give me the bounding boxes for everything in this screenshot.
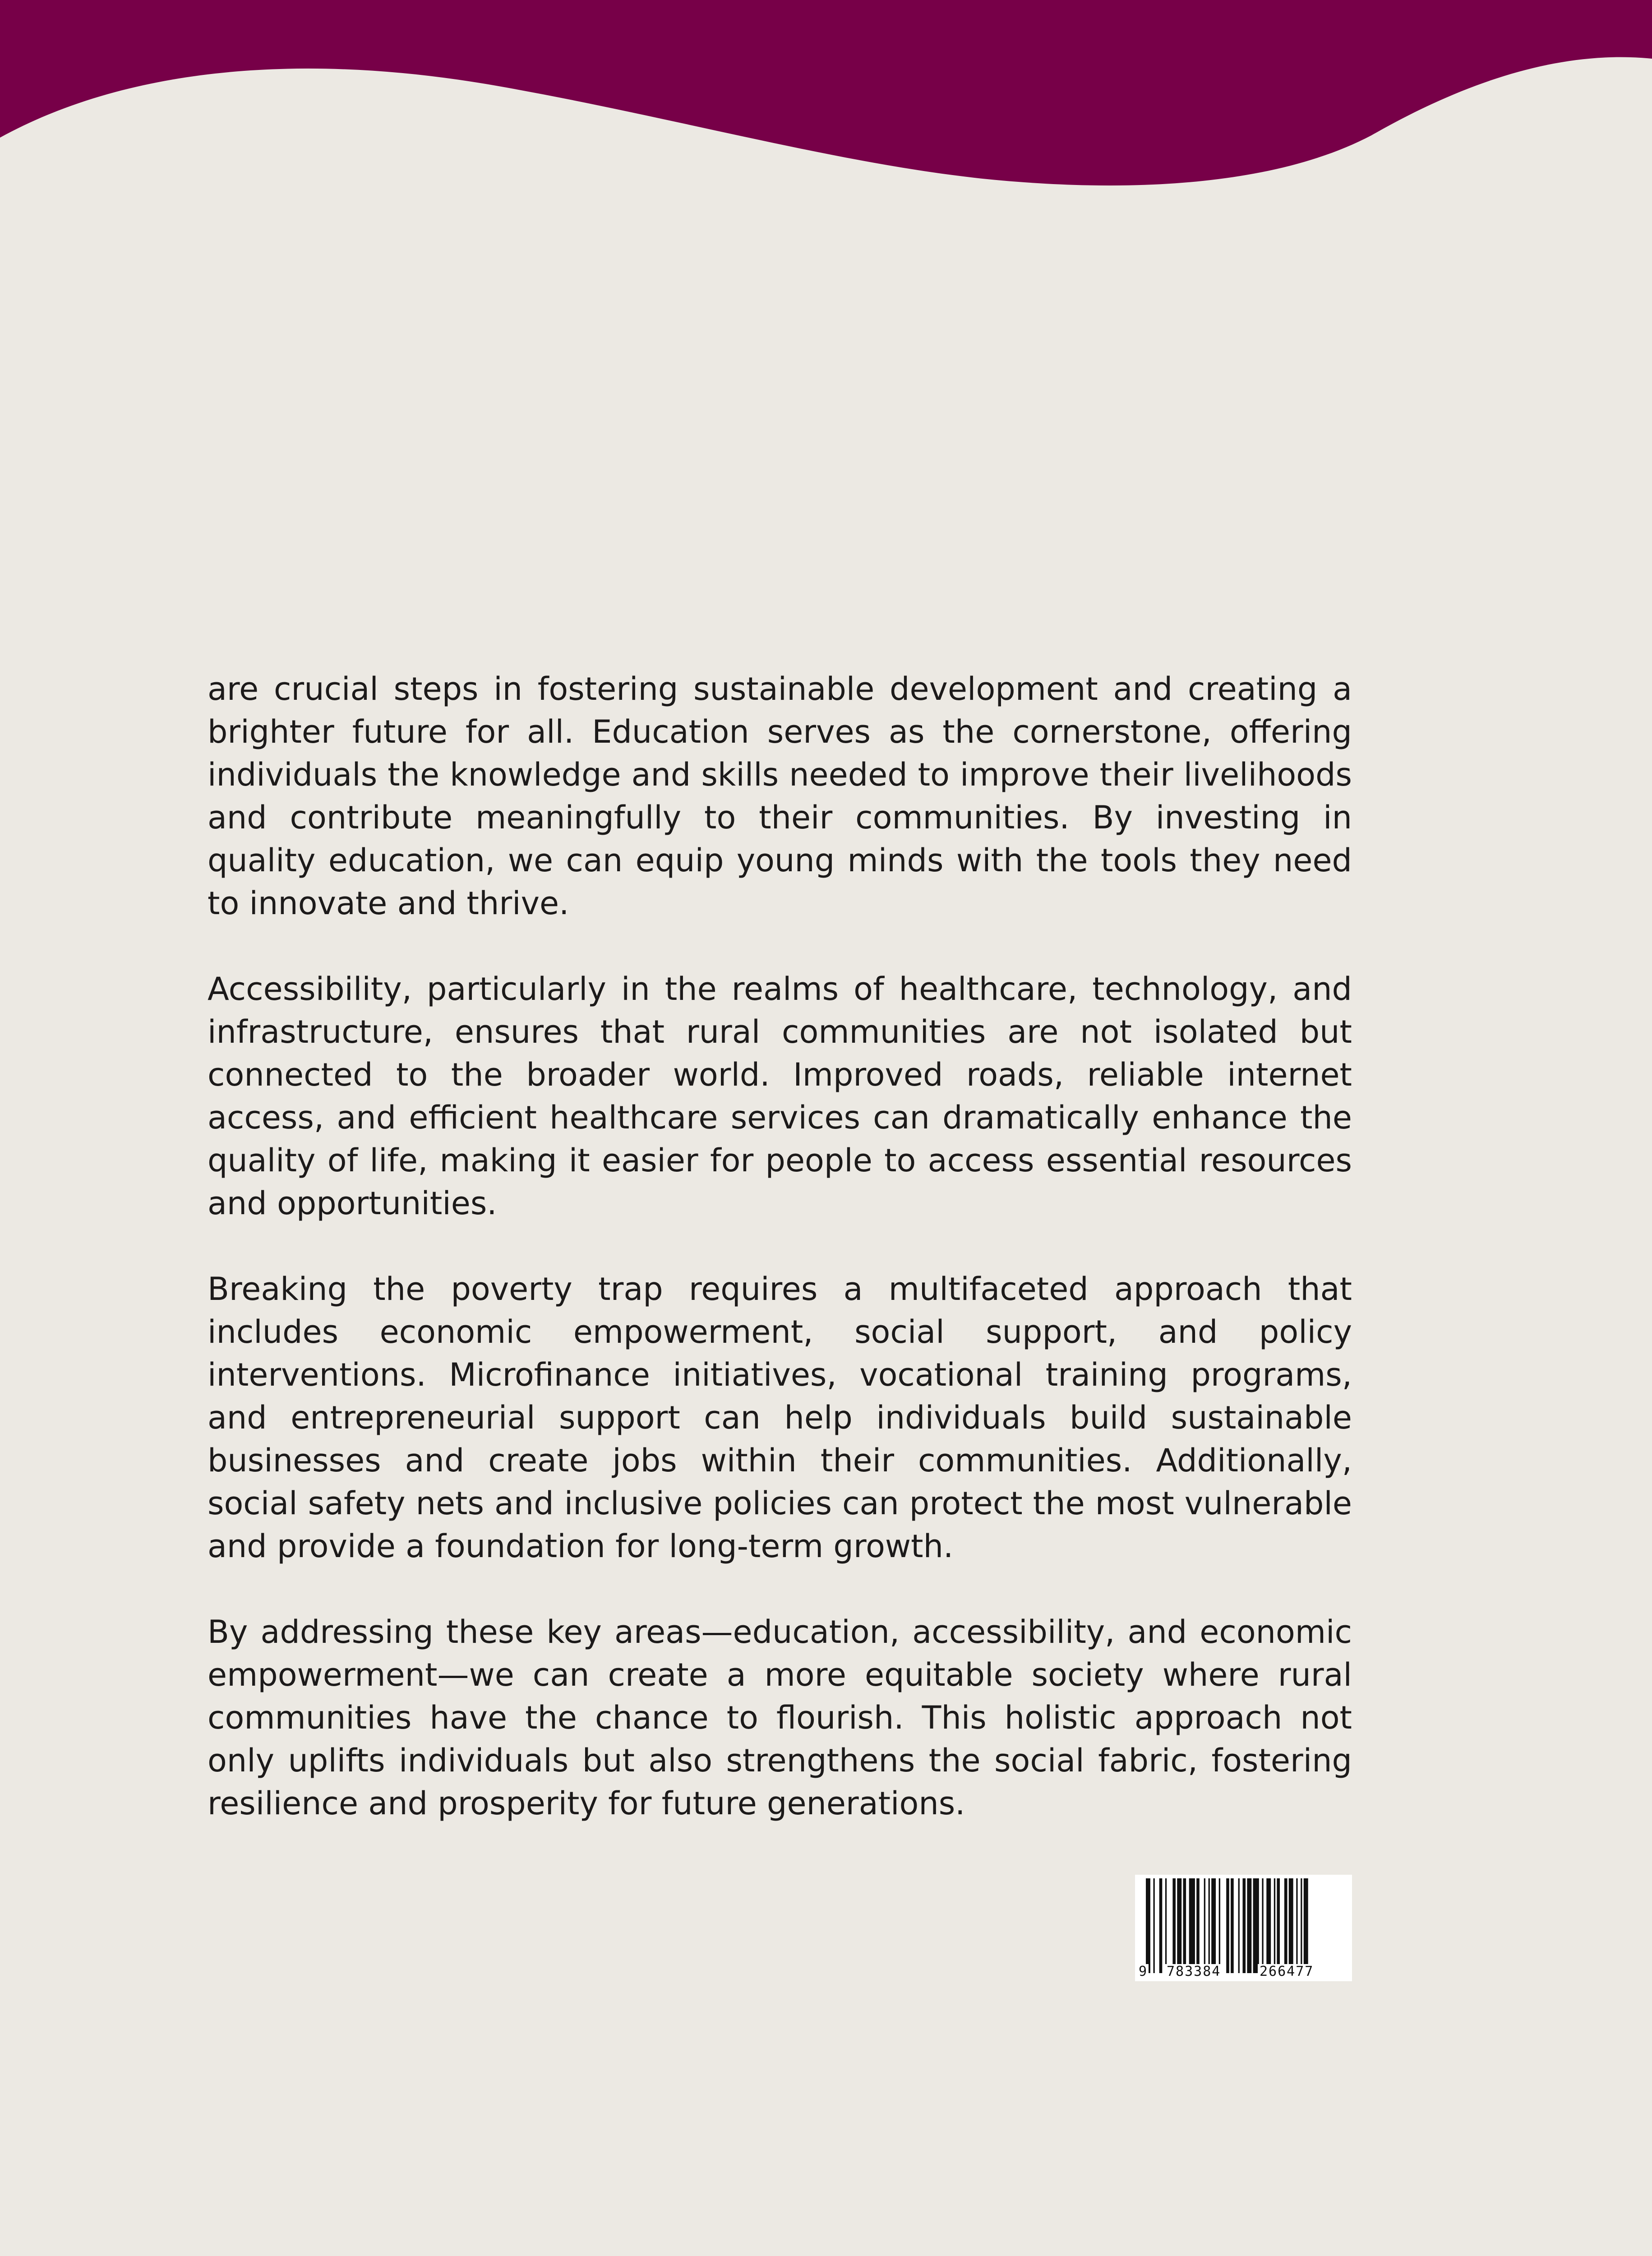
paragraph-conclusion: By addressing these key areas—education, accessibility, and economic empowerment—we can create a more equitable society where rural communities have the chance to flourish. This holistic approach not only uplifts individuals but also strengthens the social fabric, fostering resilience and prosperity for future generations. xyxy=(208,1613,1352,1822)
barcode-bar xyxy=(1253,1878,1259,1973)
barcode-bar xyxy=(1165,1878,1167,1973)
paragraph-poverty-trap: Breaking the poverty trap requires a multifaceted approach that includes economic empowerment, social support, and policy interventions. Microfinance initiatives, vocational training programs, and entrepreneurial support can help individuals build sustainable businesses and create jobs within their communities. Additionally, social safety nets and inclusive policies can protect the most vulnerable and provide a foundation for long-term growth. xyxy=(208,1271,1352,1565)
back-cover-text xyxy=(208,668,1352,1868)
barcode-bar xyxy=(1284,1878,1287,1973)
barcode-bar xyxy=(1301,1878,1302,1973)
barcode-bar xyxy=(1274,1878,1275,1973)
barcode-bar xyxy=(1177,1878,1181,1973)
barcode-bar xyxy=(1266,1878,1271,1973)
barcode-right-digits: 266477 xyxy=(1258,1964,1315,1979)
barcode-bar xyxy=(1304,1878,1308,1973)
barcode-bar xyxy=(1231,1878,1234,1973)
barcode-bar xyxy=(1277,1878,1280,1973)
barcode-bar xyxy=(1154,1878,1155,1973)
paragraph-accessibility: Accessibility, particularly in the realms of healthcare, technology, and infrastructure, ensures that rural communities are not isolated but connected to the broader world. Improved roads, reliable internet access, and efficient healthcare services can dramatically enhance the quality of life, making it easier for people to access essential resources and opportunities. xyxy=(208,971,1352,1222)
barcode-bar xyxy=(1238,1878,1240,1973)
barcode-bar xyxy=(1296,1878,1297,1973)
barcode-bar xyxy=(1219,1878,1220,1973)
barcode-bar xyxy=(1204,1878,1205,1973)
top-wave-banner xyxy=(0,0,1652,190)
wave-shape xyxy=(0,0,1652,185)
barcode-bar xyxy=(1172,1878,1176,1973)
barcode-bar xyxy=(1289,1878,1293,1973)
barcode-bar xyxy=(1146,1878,1150,1973)
barcode-bar xyxy=(1211,1878,1216,1973)
barcode-bar xyxy=(1159,1878,1163,1973)
barcode-left-digits: 783384 xyxy=(1165,1964,1223,1979)
barcode-bar xyxy=(1183,1878,1186,1973)
barcode-bar xyxy=(1196,1878,1200,1973)
barcode-bar xyxy=(1243,1878,1246,1973)
barcode-bar xyxy=(1209,1878,1210,1973)
barcode-bar xyxy=(1189,1878,1195,1973)
barcode-bar xyxy=(1262,1878,1263,1973)
barcode-bar xyxy=(1226,1878,1229,1973)
barcode-bar xyxy=(1247,1878,1251,1973)
barcode-lead-digit: 9 xyxy=(1139,1964,1148,1979)
isbn-barcode xyxy=(1135,1875,1352,1981)
paragraph-education: are crucial steps in fostering sustainable development and creating a brighter future for all. Education serves as the cornerstone, offering individuals the knowledge and skills needed to improve their livelihoods and contribute meaningfully to their communities. By investing in quality education, we can equip young minds with the tools they need to innovate and thrive. xyxy=(208,670,1352,922)
